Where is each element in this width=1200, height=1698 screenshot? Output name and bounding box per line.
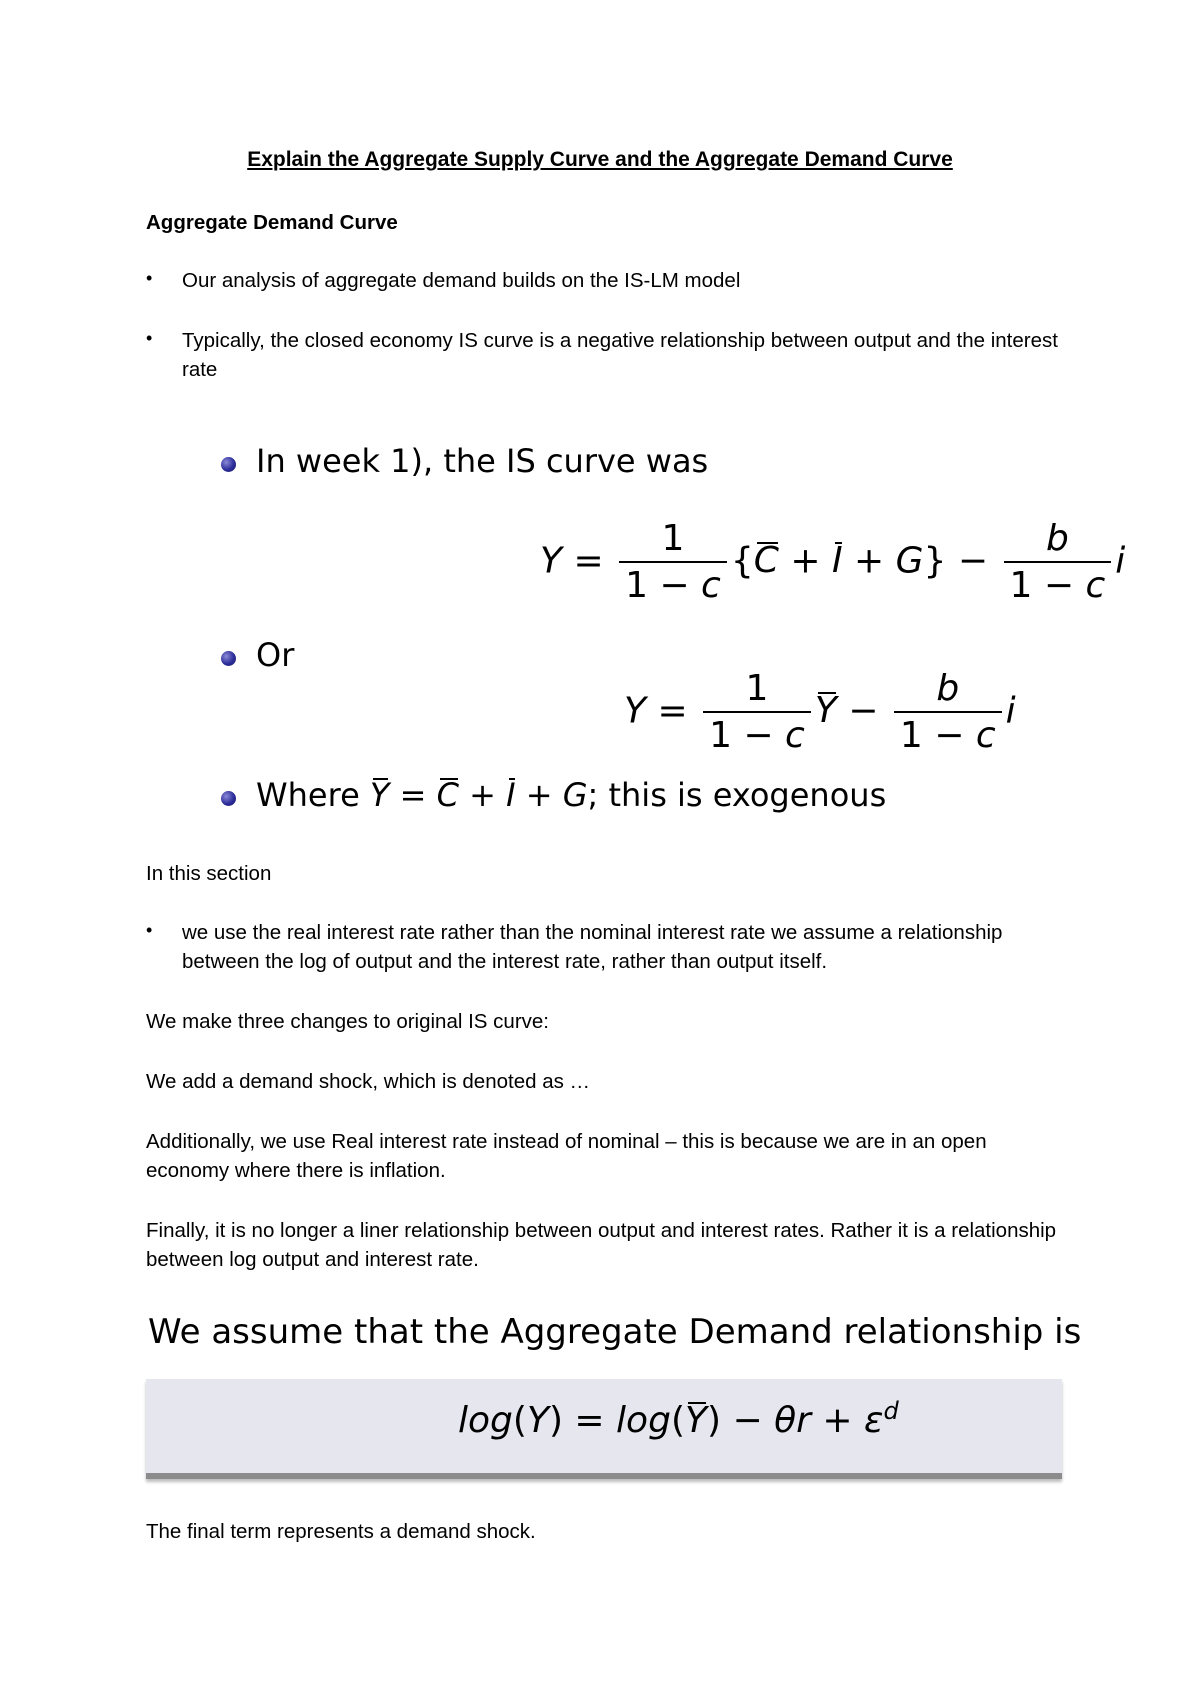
bullet-text: Typically, the closed economy IS curve is a negative relationship between output and the interest rate xyxy=(182,329,1058,381)
where-label: Where xyxy=(256,776,360,814)
is-curve-slide xyxy=(0,430,1200,820)
bullet-icon: • xyxy=(146,268,153,288)
slide-line-week1: In week 1), the IS curve was xyxy=(256,442,709,480)
paragraph: We make three changes to original IS curve: xyxy=(146,1010,549,1033)
slide-line-where: Where Y = C + I + G; this is exogenous xyxy=(256,776,887,814)
slide-line-or: Or xyxy=(256,636,295,674)
bullet-text: Our analysis of aggregate demand builds on the IS-LM model xyxy=(182,269,741,292)
ad-equation: $\log(Y) = \log(Y) - \theta r + \varepsilon^d$ xyxy=(458,1397,899,1441)
paragraph: Finally, it is no longer a liner relationship between output and interest rates. Rather it is a relationship between log output and interest rate. xyxy=(146,1219,1057,1271)
slide-bullet-icon xyxy=(221,457,236,472)
slide-bullet-icon xyxy=(221,791,236,806)
assume-heading: We assume that the Aggregate Demand relationship is xyxy=(148,1312,1082,1352)
section-intro: In this section xyxy=(146,862,272,885)
closing-text: The final term represents a demand shock. xyxy=(146,1520,536,1543)
is-curve-equation: Y = $\frac{1}{1 - c}$ {C + I + G} − $\frac{b}{1 - c}$ i xyxy=(540,518,1126,607)
paragraph: Additionally, we use Real interest rate instead of nominal – this is because we are in an open economy where there is inflation. xyxy=(146,1130,987,1182)
document-title: Explain the Aggregate Supply Curve and the Aggregate Demand Curve xyxy=(247,148,953,171)
paragraph: We add a demand shock, which is denoted as … xyxy=(146,1070,591,1093)
ad-equation-box xyxy=(146,1379,1062,1479)
bullet-icon: • xyxy=(146,920,153,940)
bullet-icon: • xyxy=(146,328,153,348)
is-curve-equation-alt: Y = $\frac{1}{1 - c}$ Y − $\frac{b}{1 - c}$ i xyxy=(624,668,1016,757)
aggregate-demand-heading: Aggregate Demand Curve xyxy=(146,211,398,234)
exogenous-note: ; this is exogenous xyxy=(587,776,887,814)
slide-bullet-icon xyxy=(221,651,236,666)
bullet-text: we use the real interest rate rather than the nominal interest rate we assume a relationship between the log of output and the interest rate, rather than output itself. xyxy=(182,921,1003,973)
